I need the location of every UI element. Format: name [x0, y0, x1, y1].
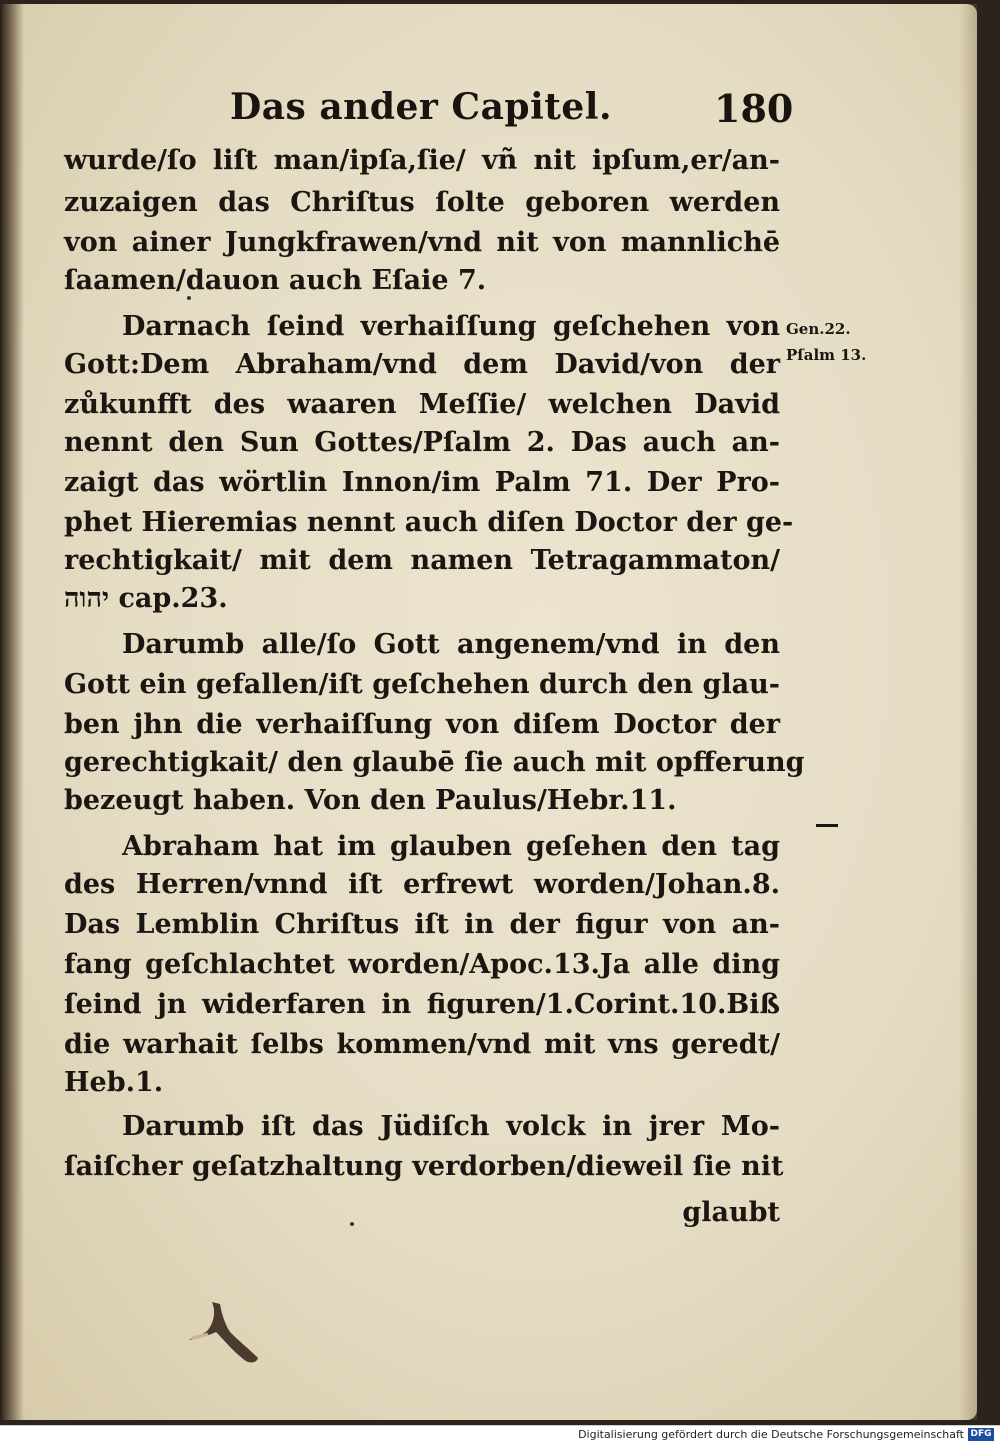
text-line: zůkunfft des waaren Meſſie/ welchen David — [64, 389, 780, 420]
text-line: Gott ein gefallen/iſt geſchehen durch den glau‑ — [64, 669, 780, 700]
text-line: zuzaigen das Chriſtus ſolte geboren werden — [64, 187, 780, 218]
text-line: ſaamen/dauon auch Eſaie 7. — [64, 265, 487, 296]
page-number: 180 — [714, 86, 794, 131]
margin-note: Pſalm 13. — [786, 346, 867, 364]
text-line: Heb.1. — [64, 1067, 164, 1098]
text-line: ben jhn die verhaiſſung von diſem Doctor der — [64, 709, 780, 740]
stain-shape — [188, 1302, 258, 1363]
text-line: phet Hieremias nennt auch diſen Doctor der ge‑ — [64, 507, 794, 538]
text-line: יהוה cap.23. — [64, 583, 228, 614]
margin-note: Gen.22. — [786, 320, 851, 338]
text-line: ſeind jn widerfaren in figuren/1.Corint.10.Biß — [64, 989, 780, 1020]
page-edge-shadow — [959, 4, 977, 1420]
text-line: Abraham hat im glauben geſehen den tag — [122, 831, 780, 862]
running-head: Das ander Capitel. — [230, 86, 612, 128]
text-line: fang geſchlachtet worden/Apoc.13.Ja alle ding — [64, 949, 780, 980]
text-line: von ainer Jungkfrawen/vnd nit von mannlichē — [64, 227, 780, 258]
footer-credit: Digitalisierung gefördert durch die Deutsche Forschungsgemeinschaft — [578, 1428, 964, 1441]
page-gutter-shadow — [2, 4, 24, 1420]
text-line: ſaiſcher geſatzhaltung verdorben/dieweil ſie nit — [64, 1151, 784, 1182]
footer-bar — [0, 1425, 1000, 1445]
page-stain-mark — [178, 1292, 268, 1372]
catchword: glaubt — [682, 1197, 780, 1228]
text-line: des Herren/vnnd iſt erfrewt worden/Johan.8. — [64, 869, 780, 900]
text-line: Darumb alle/ſo Gott angenem/vnd in den — [122, 629, 780, 660]
text-line: wurde/ſo liſt man/ipſa,ſie/ vñ nit ipſum,er/an‑ — [64, 145, 780, 176]
text-line: Das Lemblin Chriſtus iſt in der figur von an‑ — [64, 909, 780, 940]
ink-speck — [350, 1222, 354, 1226]
text-line: Darnach ſeind verhaiſſung geſchehen von — [122, 311, 780, 342]
text-line: Gott:Dem Abraham/vnd dem David/von der — [64, 349, 780, 380]
margin-mark — [816, 824, 838, 827]
dfg-logo: DFG — [968, 1428, 994, 1441]
text-line: bezeugt haben. Von den Paulus/Hebr.11. — [64, 785, 677, 816]
text-line: rechtigkait/ mit dem namen Tetragammaton/ — [64, 545, 780, 576]
text-line: gerechtigkait/ den glaubē ſie auch mit opfferung — [64, 747, 805, 778]
text-line: Darumb iſt das Jüdiſch volck in jrer Mo‑ — [122, 1111, 780, 1142]
ink-speck — [187, 296, 191, 300]
book-page — [2, 4, 977, 1420]
text-line: nennt den Sun Gottes/Pſalm 2. Das auch an‑ — [64, 427, 780, 458]
text-line: die warhait ſelbs kommen/vnd mit vns geredt/ — [64, 1029, 780, 1060]
text-line: zaigt das wörtlin Innon/im Palm 71. Der Pro‑ — [64, 467, 780, 498]
stain-highlight — [192, 1334, 208, 1338]
